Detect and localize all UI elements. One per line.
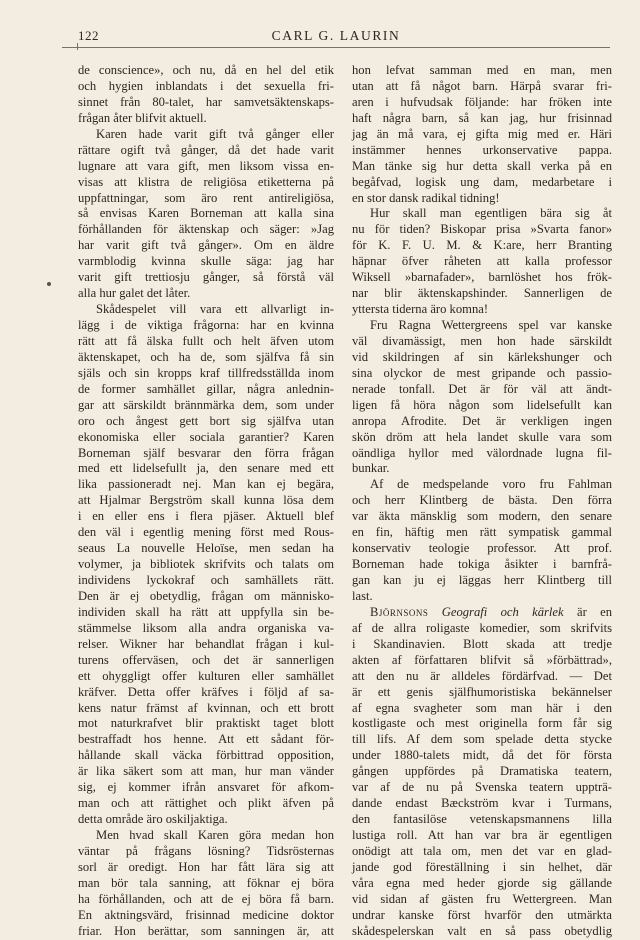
text-line: att Hjalmar Bergström skall kunna lösa dem bbox=[78, 493, 334, 508]
page-number: 122 bbox=[78, 28, 99, 43]
text-line: var af de nu på Svenska teatern uppträ- bbox=[352, 780, 612, 795]
text-line: Men hvad skall Karen göra medan hon bbox=[96, 828, 334, 842]
text-line: sinnet från 80-talet, har samvetsäktenskaps- bbox=[78, 94, 334, 109]
text-line: är ett genis själfhumoristiska bekännelser bbox=[352, 684, 612, 699]
text-line: förhållanden för äktenskap och säger: »Jag bbox=[78, 222, 334, 237]
text-line: den fantasilöse vetenskapsmannens lilla bbox=[352, 812, 612, 827]
text-line: själs och sin kropps kraf tillfredsställda inom bbox=[78, 365, 334, 380]
text-line: undrar kanske först hvarför den utmärkta bbox=[352, 907, 612, 922]
text-line: kostligaste och mest originella form får sig bbox=[352, 716, 612, 731]
text-line: aren i hufvudsak följande: har fröken inte bbox=[352, 94, 612, 109]
text-line: nerade tonfall. Det är för väl att ändt- bbox=[352, 381, 612, 396]
text-line: haft några barn, så kan jag, hur frisinnad bbox=[352, 110, 612, 125]
text-line: i Skandinavien. Blott skada att tredje bbox=[352, 636, 612, 651]
text-line: frågan åter blifvit aktuell. bbox=[78, 110, 207, 125]
bjornson-author: Björnsons bbox=[370, 604, 429, 619]
text-line: last. bbox=[352, 588, 373, 603]
text-line: med ett lidelsefullt ja, den senare med ett bbox=[78, 461, 334, 476]
text-line: skådespelerskan valt en så pass obetydlig bbox=[352, 923, 612, 938]
text-line: Af de medspelande voro fru Fahlman bbox=[370, 477, 612, 492]
text-line: af egna svagheter som man här i den bbox=[352, 700, 612, 715]
text-line: var äkta mänsklig som modern, den senare bbox=[352, 509, 612, 524]
text-line: turens offerväsen, och det är sannerligen bbox=[78, 652, 334, 667]
text-line: volymer, ja bibliotek skrifvits och talats om bbox=[78, 557, 334, 572]
text-line: lägg i de viktiga frågorna: har en kvinna bbox=[78, 318, 334, 332]
text-line: bestraffadt hos henne. Att ett sådant för- bbox=[78, 732, 334, 747]
text-line: sorl är oredigt. Hon har fått lära sig att bbox=[78, 859, 334, 874]
text-line: alla hur galet det låter. bbox=[78, 286, 191, 301]
text-line: konservativ teologie professor. Att prof. bbox=[352, 541, 612, 556]
text-line: är lika säkert som att man, hur man vänder bbox=[78, 764, 334, 779]
text-line: i en eller ens i flera pjäser. Aktuell blef bbox=[78, 509, 334, 524]
text-line: lika passioneradt nej. Man kan ej begära, bbox=[78, 477, 334, 492]
right-text-column bbox=[352, 63, 613, 938]
text-line: sina olyckor de mest gripande och passio- bbox=[352, 365, 612, 380]
text-line: sig, ej kommer ifrån ansvaret för afkom- bbox=[78, 780, 334, 795]
left-text-column bbox=[78, 63, 334, 938]
text-line: de conscience», och nu, då en hel del etik bbox=[78, 63, 334, 77]
text-line: nar blir äktenskapshinder. Sannerligen de bbox=[352, 286, 612, 301]
text-line: visas att klistra de religiösa etiketterna på bbox=[78, 174, 334, 189]
text-line: stämmelse liksom alla andra organiska va- bbox=[78, 620, 334, 635]
text-line: väl divamässigt, men hon hade särskildt bbox=[352, 333, 612, 348]
text-line: Skådespelet vill vara ett allvarligt in- bbox=[96, 302, 334, 317]
text-line: mot naturkrafvet blir praktiskt taget blott bbox=[78, 716, 334, 731]
page-header bbox=[62, 28, 610, 46]
text-line: kräfver. Detta offer kräfves i följd af sa- bbox=[78, 684, 334, 699]
text-line: En aktningsvärd, frisinnad medicine doktor bbox=[78, 907, 334, 922]
text-line: gången uppfördes på Dramatiska teatern, bbox=[352, 764, 612, 779]
text-line: våra egna med heder gjorde sig gällande bbox=[352, 875, 612, 890]
text-line: oändliga hyllor med välordnade lugna fil- bbox=[352, 445, 612, 460]
text-line: af de allra roligaste komedier, som skrifvits bbox=[352, 620, 612, 635]
text-line: under 1880-talets midt, då det för första bbox=[352, 748, 612, 763]
text-line: varmblodig kvinna skulle säga: jag har bbox=[78, 254, 334, 269]
text-line: individens lyckokraf och samhällets rätt. bbox=[78, 573, 334, 587]
text-line: man bör tala sanning, att föknar ej böra bbox=[78, 875, 334, 890]
text-line: en fin, häftig men rätt sympatisk gammal bbox=[352, 525, 612, 540]
text-line: dande endast Bæckström kvar i Turmans, bbox=[352, 796, 612, 811]
text-line: skön dröm att hela landet skulle vara som bbox=[352, 429, 612, 444]
bjornson-paragraph-first-line bbox=[352, 605, 612, 621]
text-line: onödigt att tala om, men det var en glad- bbox=[352, 843, 612, 858]
text-line: utan att få något barn. Härpå svarar fri- bbox=[352, 78, 612, 93]
text-line: Man tänke sig hur detta skall verka på en bbox=[352, 158, 612, 173]
text-line: detta område äro oskiljaktiga. bbox=[78, 812, 228, 827]
header-rule-tick bbox=[77, 43, 78, 50]
running-title: CARL G. LAURIN bbox=[271, 28, 401, 43]
text-line: lugnare att vara gift, men liksom vissa en- bbox=[78, 158, 334, 173]
text-line: hållande skall väcka förbittrad opposition, bbox=[78, 748, 334, 763]
text-line: Karen hade varit gift två gånger eller bbox=[96, 126, 334, 141]
text-line: för K. F. U. M. & K:are, herr Branting bbox=[352, 238, 612, 253]
bjornson-line-rest: är en bbox=[563, 604, 613, 619]
text-line: Fru Ragna Wettergreens spel var kanske bbox=[370, 318, 612, 332]
header-rule bbox=[62, 47, 610, 48]
text-line: så envisas Karen Borneman att kalla sina bbox=[78, 206, 334, 221]
text-line: bunkar. bbox=[352, 461, 390, 476]
text-line: oro och ångest gett bort sig själfva utan bbox=[78, 413, 334, 428]
text-line: Den är ej obetydlig, frågan om människo- bbox=[78, 588, 334, 603]
text-line: Borneman själf besvarar den förra frågan bbox=[78, 445, 334, 460]
text-line: friar. Hon berättar, som sanningen är, att bbox=[78, 923, 334, 938]
text-line: vid sidan af gästen fru Wettergreen. Man bbox=[352, 891, 612, 906]
text-line: ligen få höra någon som lidelsefullt kan bbox=[352, 397, 612, 412]
play-title: Geografi och kärlek bbox=[441, 604, 564, 619]
text-line: begåfvad, logisk ung dam, medarbetare i bbox=[352, 174, 612, 189]
text-line: anropa Afrodite. Det är verkligen ingen bbox=[352, 413, 612, 428]
text-line: jag än må vara, ej gifta mig med er. Häri bbox=[352, 126, 612, 141]
text-line: seaus La nouvelle Heloïse, men sedan ha bbox=[78, 541, 334, 556]
text-line: nu för tiden? Biskopar prisa »Svarta fanor» bbox=[352, 222, 612, 237]
text-line: att den nu är alldeles fördärfvad. — Det bbox=[352, 668, 612, 683]
text-line: gan kan ju ej läggas herr Klintberg till bbox=[352, 573, 612, 587]
text-line: varit gift trettiosju gånger, så förstå väl bbox=[78, 270, 334, 285]
text-line: och herr Klintberg de bästa. Den förra bbox=[352, 493, 612, 508]
text-line: häpnar öfver råheten att kalla professor bbox=[352, 254, 612, 269]
text-line: man och att rättighet och plikt äfven på bbox=[78, 796, 334, 811]
text-line: de former samhället gillar, några anlednin- bbox=[78, 381, 334, 396]
text-line: rätt att få älska fullt och helt äfven utom bbox=[78, 333, 334, 348]
text-line: yttersta tiderna äro komna! bbox=[352, 302, 489, 317]
text-line: individen skall ha rätt att uppfylla sin be- bbox=[78, 604, 334, 619]
text-line: akten af författaren blifvit så »förbättrad», bbox=[352, 652, 612, 667]
text-line: hon lefvat samman med en man, men bbox=[352, 63, 612, 77]
text-line: jande god föreställning i sin helhet, där bbox=[352, 859, 612, 874]
text-line: gar att särskildt brännmärka dem, som under bbox=[78, 397, 334, 412]
text-line: till lifs. Af dem som spelade detta stycke bbox=[352, 732, 612, 747]
text-line: uppfattningar, som äro rent antireligiösa, bbox=[78, 190, 334, 205]
text-line: vid skildringen af sin kärlekshunger och bbox=[352, 349, 612, 364]
text-line: ha förhållanden, och att de ej böra få barn. bbox=[78, 891, 334, 906]
text-line: en stor dansk radikal tidning! bbox=[352, 190, 500, 205]
text-line: Hur skall man egentligen bära sig åt bbox=[370, 206, 612, 221]
text-line: den väl i egentlig mening först med Rous- bbox=[78, 525, 334, 540]
text-line: instämmer hennes urkonservative pappa. bbox=[352, 142, 612, 157]
text-line: ett ohyggligt offer kulturen eller samhället bbox=[78, 668, 334, 683]
text-line: ekonomiska eller sociala garantier? Karen bbox=[78, 429, 334, 444]
text-line: rättare ogift två gånger, då det hade varit bbox=[78, 142, 334, 157]
text-line: Borneman hade tokiga åsikter i barnfrå- bbox=[352, 557, 612, 572]
text-line: äktenskapet, och ha de, som själfva få sin bbox=[78, 349, 334, 364]
text-line: har varit gift två gånger». Om en äldre bbox=[78, 238, 334, 253]
text-line: kens natur främst af kvinnan, och ett brott bbox=[78, 700, 334, 715]
text-line: Wiksell »barnafader», barnlöshet hos frök- bbox=[352, 270, 612, 285]
text-line: och hygien inblandats i det sexuella fri- bbox=[78, 78, 334, 93]
margin-mark bbox=[47, 282, 51, 286]
text-line: väntar på frågans lösning? Tidsrösternas bbox=[78, 843, 334, 858]
text-line: relser. Wikner har behandlat frågan i kul- bbox=[78, 636, 334, 651]
text-line: lustiga roll. Att han var bra är egentligen bbox=[352, 828, 612, 842]
